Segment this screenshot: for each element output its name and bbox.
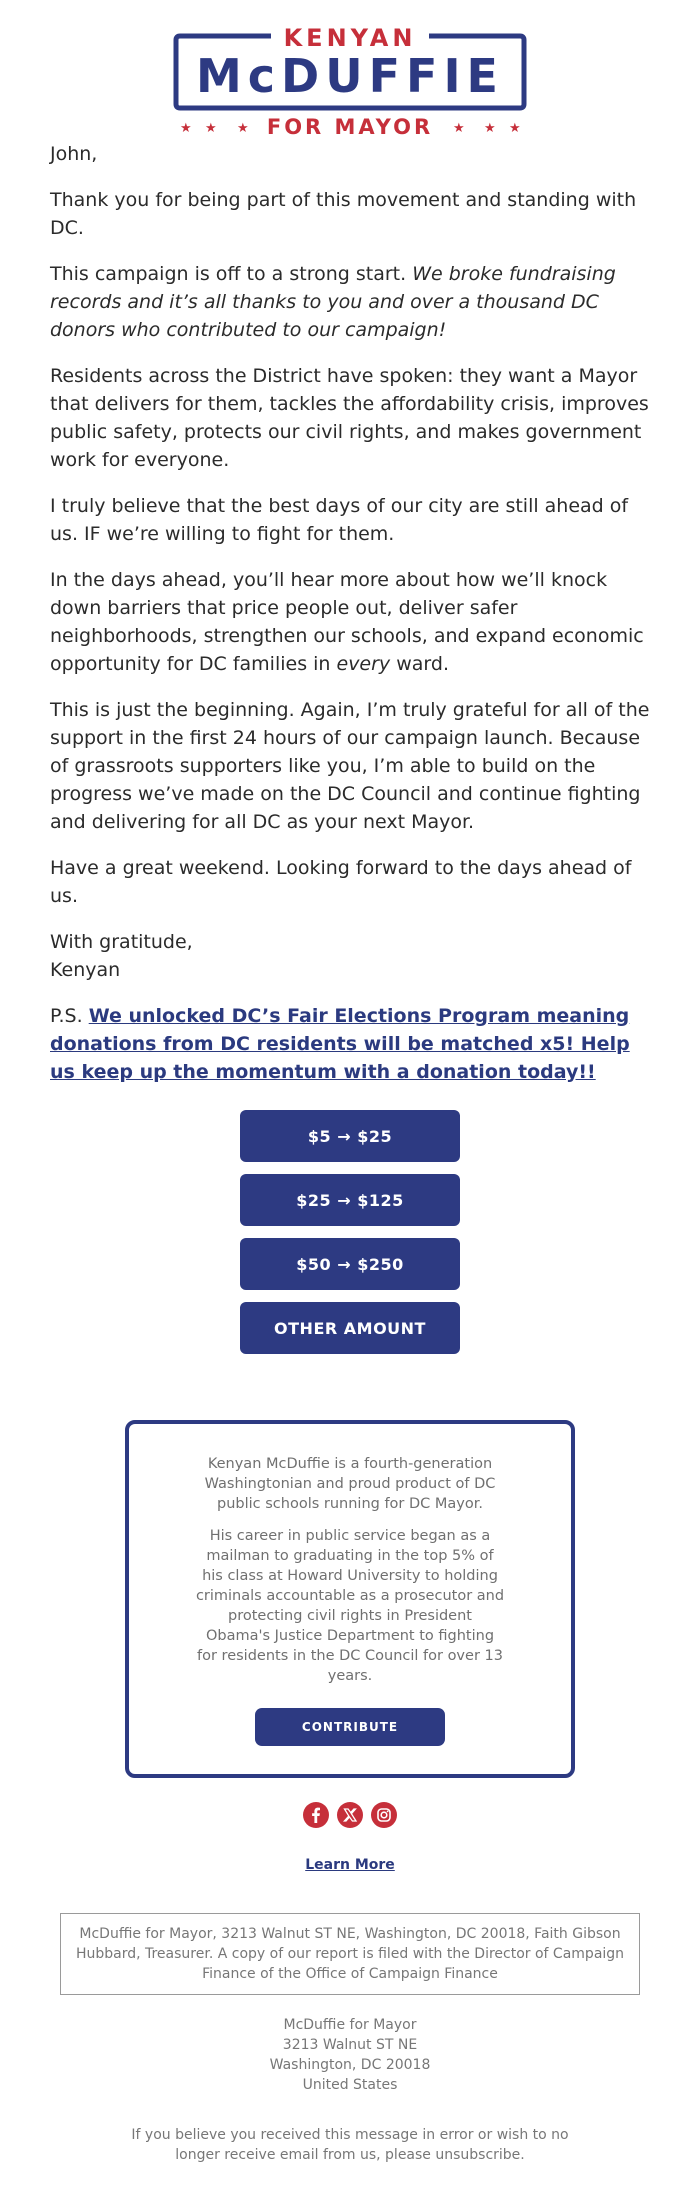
address-line: Washington, DC 20018	[269, 2057, 431, 2073]
greeting: John,	[50, 143, 98, 165]
paragraph-strong-start-plain: This campaign is off to a strong start.	[50, 263, 413, 285]
legal-disclaimer: McDuffie for Mayor, 3213 Walnut ST NE, Washington, DC 20018, Faith Gibson Hubbard, Treasurer. A copy of our report is filed with the Director of Campaign Finance of the Office of Campaign Finance	[60, 1913, 640, 1995]
logo-main-text: McDUFFIE	[196, 49, 504, 103]
postscript	[50, 1002, 650, 1086]
paragraph-best-days: I truly believe that the best days of our city are still ahead of us. IF we’re willing to fight for them.	[50, 495, 629, 545]
postscript-donate-link[interactable]: We unlocked DC’s Fair Elections Program meaning donations from DC residents will be matched x5! Help us keep up the momentum with a donation today!!	[50, 1005, 630, 1083]
svg-text:★: ★	[509, 121, 521, 136]
paragraph-weekend: Have a great weekend. Looking forward to the days ahead of us.	[50, 857, 632, 907]
svg-text:★: ★	[180, 121, 192, 136]
facebook-icon[interactable]	[303, 1802, 329, 1828]
address-line: 3213 Walnut ST NE	[282, 2037, 418, 2053]
logo-top-text: KENYAN	[283, 24, 417, 52]
donate-5-button[interactable]: $5 → $25	[240, 1110, 460, 1162]
bio-card	[125, 1420, 575, 1778]
unsubscribe-notice[interactable]: If you believe you received this message in error or wish to no longer receive email from us, please unsubscribe.	[131, 2127, 569, 2163]
bio-intro: Kenyan McDuffie is a fourth-generation Washingtonian and proud product of DC public schools running for DC Mayor.	[204, 1456, 496, 1512]
bio-career: His career in public service began as a mailman to graduating in the top 5% of his class at Howard University to holding criminals accountable as a prosecutor and protecting civil rights in President Obama's Justice Department to fighting for residents in the DC Council for over 13 years.	[195, 1528, 505, 1684]
paragraph-days-ahead-italic: every	[336, 653, 391, 675]
paragraph-days-ahead-before: In the days ahead, you’ll hear more about how we’ll knock down barriers that price people out, deliver safer neighborhoods, strengthen our schools, and expand economic opportunity for DC families in	[50, 569, 644, 675]
paragraph-days-ahead	[50, 566, 650, 678]
campaign-logo	[0, 0, 700, 140]
address-line: McDuffie for Mayor	[283, 2017, 417, 2033]
paragraph-strong-start	[50, 260, 650, 344]
signoff: With gratitude,	[50, 931, 193, 953]
letter-body	[0, 140, 700, 1086]
social-links	[0, 1802, 700, 1828]
logo-graphic	[0, 0, 700, 140]
svg-text:★: ★	[205, 121, 217, 136]
logo-stars-left	[180, 121, 249, 136]
x-icon[interactable]	[337, 1802, 363, 1828]
svg-text:★: ★	[237, 121, 249, 136]
svg-text:★: ★	[484, 121, 496, 136]
contribute-button[interactable]: CONTRIBUTE	[255, 1708, 445, 1746]
signature: Kenyan	[50, 959, 121, 981]
postscript-prefix: P.S.	[50, 1005, 89, 1027]
paragraph-strong-start-italic: We broke fundraising records and it’s all thanks to you and over a thousand DC donors who contributed to our campaign!	[50, 263, 616, 341]
learn-more-link[interactable]: Learn More	[305, 1857, 395, 1873]
paragraph-thanks: Thank you for being part of this movement and standing with DC.	[50, 189, 637, 239]
svg-text:★: ★	[453, 121, 465, 136]
donate-other-amount-button[interactable]: OTHER AMOUNT	[240, 1302, 460, 1354]
address-line: United States	[302, 2077, 398, 2093]
bottom-spacer	[0, 2165, 700, 2185]
instagram-icon[interactable]	[371, 1802, 397, 1828]
signature-block	[50, 928, 650, 984]
logo-stars-right	[453, 121, 521, 136]
logo-bottom-text: FOR MAYOR	[266, 115, 434, 139]
learn-more	[0, 1854, 700, 1873]
paragraph-days-ahead-after: ward.	[390, 653, 449, 675]
paragraph-residents: Residents across the District have spoken: they want a Mayor that delivers for them, tackles the affordability crisis, improves public safety, protects our civil rights, and makes government work for everyone.	[50, 365, 649, 471]
donate-50-button[interactable]: $50 → $250	[240, 1238, 460, 1290]
mailing-address	[0, 2015, 700, 2095]
donation-buttons	[0, 1110, 700, 1366]
bio-section	[0, 1420, 700, 1778]
paragraph-beginning: This is just the beginning. Again, I’m truly grateful for all of the support in the first 24 hours of our campaign launch. Because of grassroots supporters like you, I’m able to build on the progress we’ve made on the DC Council and continue fighting and delivering for all DC as your next Mayor.	[50, 699, 650, 833]
donate-25-button[interactable]: $25 → $125	[240, 1174, 460, 1226]
